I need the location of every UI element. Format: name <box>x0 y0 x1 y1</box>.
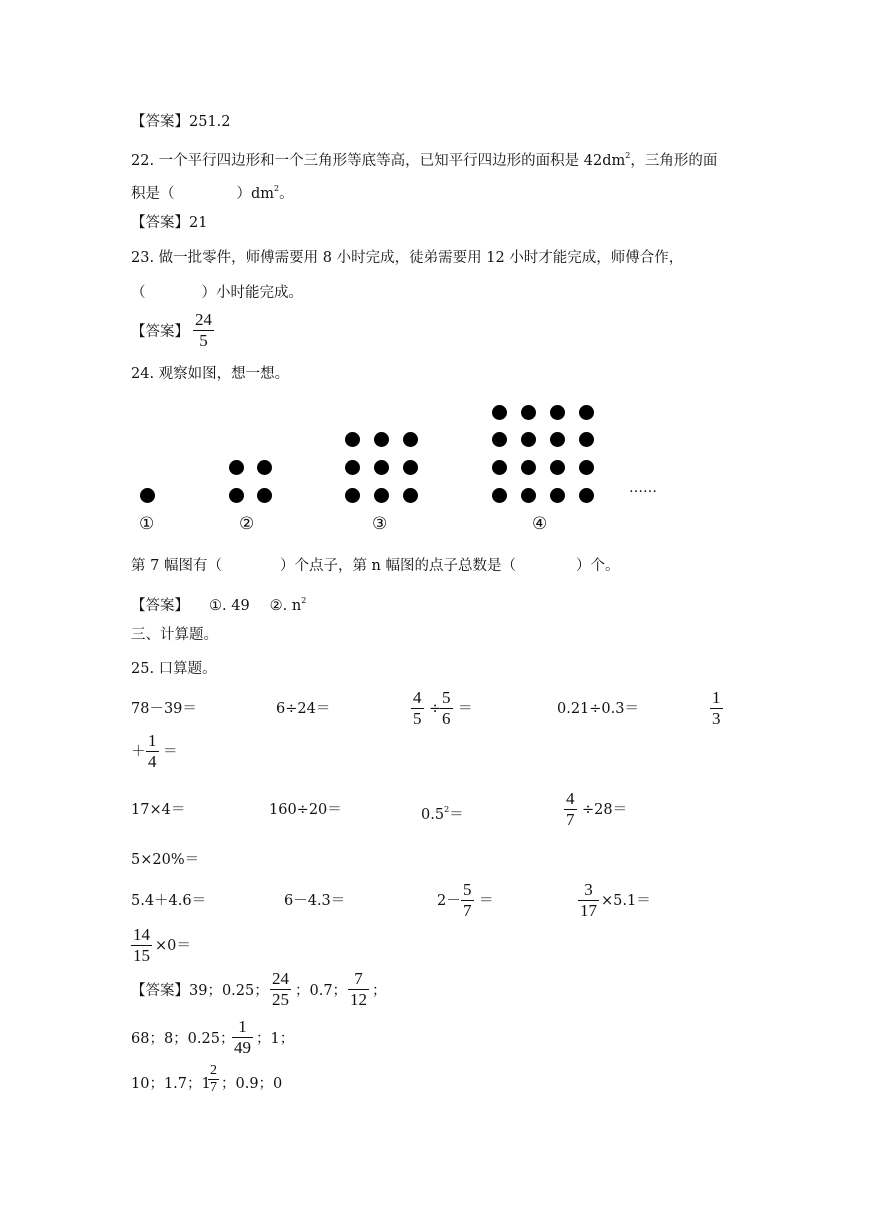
frac-num: 1 <box>148 731 157 750</box>
q25-ans1-frac2 <box>348 970 369 1009</box>
q25-ans1-frac1 <box>270 970 291 1009</box>
dot <box>492 460 507 475</box>
calc-17x4: 17×4＝ <box>131 802 186 818</box>
q25-ans1-b: ；0.7； <box>295 983 348 999</box>
dot <box>579 488 594 503</box>
section-3-heading: 三、计算题。 <box>131 627 218 643</box>
q25-ans2-b: ；1； <box>256 1031 295 1047</box>
q22-line1-text: 22. 一个平行四边形和一个三角形等底等高，已知平行四边形的面积是 42dm <box>131 153 626 169</box>
q23-answer-label: 【答案】 <box>131 324 189 340</box>
frac-den: 7 <box>566 810 575 829</box>
frac-num: 2 <box>210 1063 217 1078</box>
calc-5x20pct: 5×20%＝ <box>131 852 200 868</box>
dot <box>140 488 155 503</box>
calc-r2-eq: ＝ <box>163 744 178 760</box>
q25-ans1-c: ； <box>372 983 387 999</box>
dot <box>403 488 418 503</box>
q24-question <box>131 556 620 576</box>
dot <box>550 432 565 447</box>
dot <box>579 460 594 475</box>
q25-ans2-a: 68；8；0.25； <box>131 1031 235 1047</box>
dot <box>229 460 244 475</box>
frac-num: 14 <box>133 925 150 944</box>
calc-r3d-rest: ÷28＝ <box>582 802 628 818</box>
q23-answer-num: 24 <box>195 310 212 329</box>
dot <box>403 432 418 447</box>
q24-question-a: 第 7 幅图有（ <box>131 558 222 574</box>
q25-title: 25. 口算题。 <box>131 661 217 677</box>
q22-line2-a: 积是（ <box>131 186 175 202</box>
dot <box>521 432 536 447</box>
calc-r6-frac <box>131 926 152 965</box>
q22-line2-b: ）dm <box>236 186 275 202</box>
frac-den: 12 <box>350 990 367 1009</box>
q23-answer-fraction <box>193 311 214 350</box>
figure-label-1: ① <box>139 514 155 534</box>
q24-title: 24. 观察如图，想一想。 <box>131 366 290 382</box>
q21-answer: 【答案】251.2 <box>131 114 231 130</box>
dot <box>374 432 389 447</box>
frac-num: 24 <box>272 969 289 988</box>
q24-question-c: ）个。 <box>576 558 620 574</box>
q24-answer-2-sup: 2 <box>301 596 307 605</box>
q24-answer-1: ①. 49 <box>209 598 250 614</box>
dot <box>345 488 360 503</box>
frac-den: 3 <box>712 709 721 728</box>
calc-r1c-eq: ＝ <box>458 701 473 717</box>
figure-label-4: ④ <box>532 514 548 534</box>
q25-ans1-a: 39；0.25； <box>189 983 269 999</box>
q23-line1: 23. 做一批零件，师傅需要用 8 小时完成，徒弟需要用 12 小时才能完成，师傅合作， <box>131 250 684 266</box>
dot <box>521 405 536 420</box>
dot <box>374 460 389 475</box>
q25-answer-line1 <box>131 981 269 1001</box>
q22-line1-end: ，三角形的面 <box>630 153 718 169</box>
calc-0.5-sup: 2 <box>444 805 450 814</box>
q23-line2-b: ）小时能完成。 <box>201 285 303 301</box>
q22-line1-sup: 2 <box>625 151 631 160</box>
dot <box>345 460 360 475</box>
dot <box>550 405 565 420</box>
q25-ans3-b: ；0.9；0 <box>221 1076 283 1092</box>
calc-78-39: 78－39＝ <box>131 701 197 717</box>
q24-answer-2: ②. n <box>269 598 302 614</box>
dot <box>550 460 565 475</box>
frac-num: 1 <box>712 688 721 707</box>
dot <box>257 460 272 475</box>
frac-den: 5 <box>413 709 422 728</box>
pattern-ellipsis: …… <box>629 480 657 496</box>
frac-den: 25 <box>272 990 289 1009</box>
calc-r5c-pre: 2－ <box>437 893 461 909</box>
q23-line2-a: （ <box>131 285 146 301</box>
dot <box>492 405 507 420</box>
q22-line2-sup: 2 <box>274 184 280 193</box>
dot <box>257 488 272 503</box>
calc-6-div-24: 6÷24＝ <box>276 701 331 717</box>
calc-6-minus-4.3: 6－4.3＝ <box>284 893 346 909</box>
q25-ans3-frac <box>208 1064 219 1095</box>
frac-den: 17 <box>580 901 597 920</box>
frac-num: 5 <box>442 688 451 707</box>
figure-label-2: ② <box>239 514 255 534</box>
dot <box>374 488 389 503</box>
frac-num: 4 <box>413 688 422 707</box>
calc-5.4-plus-4.6: 5.4＋4.6＝ <box>131 893 207 909</box>
q24-question-b: ）个点子，第 n 幅图的点子总数是（ <box>279 558 517 574</box>
frac-den: 49 <box>234 1038 251 1057</box>
frac-num: 4 <box>566 789 575 808</box>
dot <box>579 432 594 447</box>
frac-den: 4 <box>148 752 157 771</box>
q25-answer-label: 【答案】 <box>131 983 189 999</box>
frac-num: 7 <box>354 969 363 988</box>
calc-0.5-squared <box>421 800 464 825</box>
dot <box>345 432 360 447</box>
calc-r5c-eq: ＝ <box>479 893 494 909</box>
q24-answer <box>131 591 306 616</box>
calc-r2-plus: ＋ <box>131 744 146 760</box>
q22-line1 <box>131 146 717 171</box>
calc-0.21-div-0.3: 0.21÷0.3＝ <box>557 701 639 717</box>
calc-160-div-20: 160÷20＝ <box>269 802 342 818</box>
calc-r6-rest: ×0＝ <box>155 938 191 954</box>
q25-ans2-frac <box>232 1018 253 1057</box>
dot <box>579 405 594 420</box>
calc-r1c-op: ÷ <box>429 701 442 717</box>
q24-answer-label: 【答案】 <box>131 598 189 614</box>
q22-line2-c: 。 <box>279 186 294 202</box>
q22-answer: 【答案】21 <box>131 215 208 231</box>
figure-label-3: ③ <box>372 514 388 534</box>
q23-answer-den: 5 <box>199 331 208 350</box>
calc-0.5-eq: ＝ <box>449 807 464 823</box>
dot <box>403 460 418 475</box>
calc-r1e-frac <box>710 689 723 728</box>
frac-den: 15 <box>133 946 150 965</box>
calc-r5d-rest: ×5.1＝ <box>601 893 651 909</box>
calc-r3d-frac <box>564 790 577 829</box>
calc-0.5-base: 0.5 <box>421 807 445 823</box>
q22-line2 <box>131 179 294 204</box>
calc-r5c-frac <box>461 881 474 920</box>
dot <box>521 488 536 503</box>
frac-num: 3 <box>584 880 593 899</box>
dot <box>521 460 536 475</box>
frac-num: 1 <box>238 1017 247 1036</box>
dot <box>492 488 507 503</box>
q25-ans3-a: 10；1.7；1 <box>131 1076 211 1092</box>
calc-r1c-frac2 <box>440 689 453 728</box>
frac-num: 5 <box>463 880 472 899</box>
frac-den: 6 <box>442 709 451 728</box>
calc-r1c-frac1 <box>411 689 424 728</box>
dot <box>550 488 565 503</box>
dot <box>492 432 507 447</box>
frac-den: 7 <box>463 901 472 920</box>
calc-r2-frac <box>146 732 159 771</box>
dot <box>229 488 244 503</box>
calc-r5d-frac <box>578 881 599 920</box>
q23-line2 <box>131 283 303 303</box>
frac-den: 7 <box>210 1080 217 1095</box>
